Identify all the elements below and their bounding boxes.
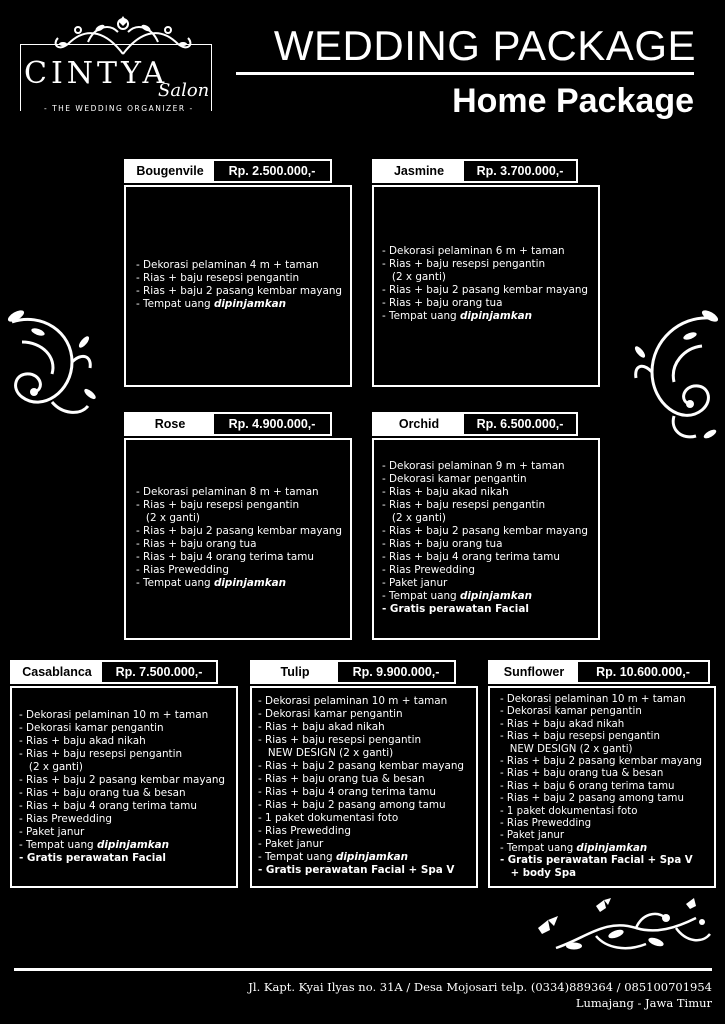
package-name: Bougenvile: [126, 161, 214, 181]
package-item: - Dekorasi pelaminan 4 m + taman: [136, 259, 319, 271]
package-item: - Tempat uang dipinjamkan: [382, 590, 533, 602]
footer-divider: [14, 968, 712, 971]
package-header: [372, 412, 578, 436]
package-item: - Rias + baju 4 orang terima tamu: [19, 800, 197, 812]
package-item: - Rias + baju 2 pasang kembar mayang: [258, 760, 465, 772]
emphasis-text: dipinjamkan: [335, 851, 409, 863]
package-item: - Dekorasi pelaminan 10 m + taman: [500, 694, 686, 705]
package-items: [258, 695, 464, 877]
package-header: [372, 159, 578, 183]
emphasis-text: dipinjamkan: [459, 590, 533, 602]
package-item: (2 x ganti): [136, 512, 200, 524]
package-item: - Rias + baju orang tua & besan: [500, 768, 664, 780]
package-name: Sunflower: [490, 662, 578, 682]
logo: [18, 14, 218, 124]
package-item: - Rias + baju resepsi pengantin: [19, 748, 183, 760]
package-item: - Dekorasi kamar pengantin: [500, 706, 642, 718]
package-item: - Rias + baju 6 orang terima tamu: [500, 780, 675, 792]
title-divider: [236, 72, 694, 75]
package-item: - Rias + baju akad nikah: [382, 486, 509, 498]
package-item: - Rias + baju orang tua: [382, 538, 503, 550]
package-item: - Tempat uang dipinjamkan: [136, 577, 287, 589]
package-item: - Gratis perawatan Facial: [382, 603, 529, 615]
package-item: - Rias + baju 2 pasang kembar mayang: [19, 774, 226, 786]
package-item: (2 x ganti): [382, 512, 446, 524]
footer-address-block: [180, 979, 712, 1011]
package-price: Rp. 6.500.000,-: [464, 414, 576, 434]
package-header: [124, 412, 332, 436]
package-item: - Rias + baju 2 pasang kembar mayang: [382, 284, 589, 296]
package-items: [136, 259, 342, 311]
package-items: [500, 694, 702, 880]
left-swirl-ornament-icon: [2, 302, 98, 424]
package-price: Rp. 7.500.000,-: [102, 662, 216, 682]
package-header: [124, 159, 332, 183]
package-item: NEW DESIGN (2 x ganti): [500, 743, 633, 755]
package-item: - Rias + baju resepsi pengantin: [382, 258, 546, 270]
package-item: - Paket janur: [382, 577, 448, 589]
emphasis-text: dipinjamkan: [576, 842, 648, 854]
package-item: (2 x ganti): [19, 761, 83, 773]
package-item: - Rias + baju 4 orang terima tamu: [136, 551, 314, 563]
package-item: - Rias + baju resepsi pengantin: [258, 734, 422, 746]
package-item: - Rias + baju akad nikah: [19, 735, 146, 747]
package-item: - Rias + baju 2 pasang kembar mayang: [500, 756, 702, 768]
package-item: - Dekorasi pelaminan 9 m + taman: [382, 460, 565, 472]
page-title: WEDDING PACKAGE: [273, 22, 696, 69]
package-item: - Rias + baju 4 orang terima tamu: [258, 786, 436, 798]
package-item: - Rias + baju akad nikah: [258, 721, 385, 733]
emphasis-text: dipinjamkan: [96, 839, 170, 851]
package-name: Rose: [126, 414, 214, 434]
butterfly-ornament-icon: [526, 898, 716, 964]
package-item: - Tempat uang dipinjamkan: [500, 842, 648, 854]
package-item: - Rias + baju orang tua: [382, 297, 503, 309]
package-item: - Rias + baju orang tua & besan: [19, 787, 186, 799]
package-item: - Dekorasi pelaminan 8 m + taman: [136, 486, 319, 498]
package-item: - Rias + baju resepsi pengantin: [136, 272, 300, 284]
package-item: - Rias + baju orang tua: [136, 538, 257, 550]
package-item: - Rias + baju resepsi pengantin: [500, 731, 660, 743]
package-item: - Rias + baju 4 orang terima tamu: [382, 551, 560, 563]
package-price: Rp. 2.500.000,-: [214, 161, 330, 181]
emphasis-text: dipinjamkan: [213, 298, 287, 310]
emphasis-text: dipinjamkan: [459, 310, 533, 322]
package-item: - Dekorasi kamar pengantin: [258, 708, 403, 720]
package-item: - Tempat uang dipinjamkan: [258, 851, 409, 863]
package-item: - Rias + baju 2 pasang among tamu: [258, 799, 446, 811]
package-item: - Rias + baju orang tua & besan: [258, 773, 425, 785]
package-item: - Tempat uang dipinjamkan: [382, 310, 533, 322]
package-item: - Dekorasi kamar pengantin: [19, 722, 164, 734]
package-items: [136, 486, 342, 590]
package-item: - Rias Prewedding: [136, 564, 229, 576]
footer-address: Jl. Kapt. Kyai Ilyas no. 31A / Desa Mojosari telp. (0334)889364 / 085100701954: [248, 980, 712, 994]
package-item: - Rias + baju 2 pasang kembar mayang: [382, 525, 589, 537]
logo-tagline: - THE WEDDING ORGANIZER -: [44, 104, 194, 113]
package-item: - Rias + baju resepsi pengantin: [136, 499, 300, 511]
package-item: - Rias Prewedding: [258, 825, 351, 837]
package-price: Rp. 3.700.000,-: [464, 161, 576, 181]
package-item: + body Spa: [500, 867, 576, 879]
package-item: - Paket janur: [258, 838, 324, 850]
package-item: - Rias Prewedding: [382, 564, 475, 576]
package-item: - Rias + baju 2 pasang kembar mayang: [136, 525, 343, 537]
package-item: - Rias + baju resepsi pengantin: [382, 499, 546, 511]
package-item: - Rias + baju 2 pasang kembar mayang: [136, 285, 343, 297]
package-item: - Rias + baju akad nikah: [500, 718, 625, 730]
package-name: Orchid: [374, 414, 464, 434]
package-price: Rp. 10.600.000,-: [578, 662, 708, 682]
package-items: [19, 709, 225, 865]
package-item: NEW DESIGN (2 x ganti): [258, 747, 394, 759]
package-name: Tulip: [252, 662, 338, 682]
package-items: [382, 460, 588, 616]
package-item: - Rias + baju 2 pasang among tamu: [500, 793, 684, 805]
package-items: [382, 245, 588, 323]
package-name: Casablanca: [12, 662, 102, 682]
package-item: - Gratis perawatan Facial + Spa V: [500, 855, 693, 867]
package-item: - 1 paket dokumentasi foto: [258, 812, 399, 824]
package-item: - Gratis perawatan Facial + Spa V: [258, 864, 455, 876]
package-price: Rp. 9.900.000,-: [338, 662, 454, 682]
package-item: - Rias Prewedding: [19, 813, 112, 825]
package-item: - Tempat uang dipinjamkan: [19, 839, 170, 851]
footer-city: Lumajang - Jawa Timur: [575, 996, 712, 1010]
package-item: - Gratis perawatan Facial: [19, 852, 166, 864]
package-header: [10, 660, 218, 684]
logo-name: CINTYA: [24, 56, 169, 91]
package-item: - Dekorasi pelaminan 10 m + taman: [258, 695, 448, 707]
package-item: - Dekorasi kamar pengantin: [382, 473, 527, 485]
package-price: Rp. 4.900.000,-: [214, 414, 330, 434]
package-item: - Rias Prewedding: [500, 818, 592, 830]
page-subtitle: Home Package: [452, 82, 694, 120]
package-item: - Paket janur: [500, 830, 565, 842]
package-item: - Paket janur: [19, 826, 85, 838]
package-item: - Dekorasi pelaminan 10 m + taman: [19, 709, 209, 721]
emphasis-text: dipinjamkan: [213, 577, 287, 589]
package-item: - Tempat uang dipinjamkan: [136, 298, 287, 310]
package-header: [250, 660, 456, 684]
package-item: - Dekorasi pelaminan 6 m + taman: [382, 245, 565, 257]
logo-script: Salon: [158, 80, 210, 101]
package-item: (2 x ganti): [382, 271, 446, 283]
right-swirl-ornament-icon: [630, 306, 722, 446]
package-item: - 1 paket dokumentasi foto: [500, 805, 638, 817]
package-name: Jasmine: [374, 161, 464, 181]
package-header: [488, 660, 710, 684]
